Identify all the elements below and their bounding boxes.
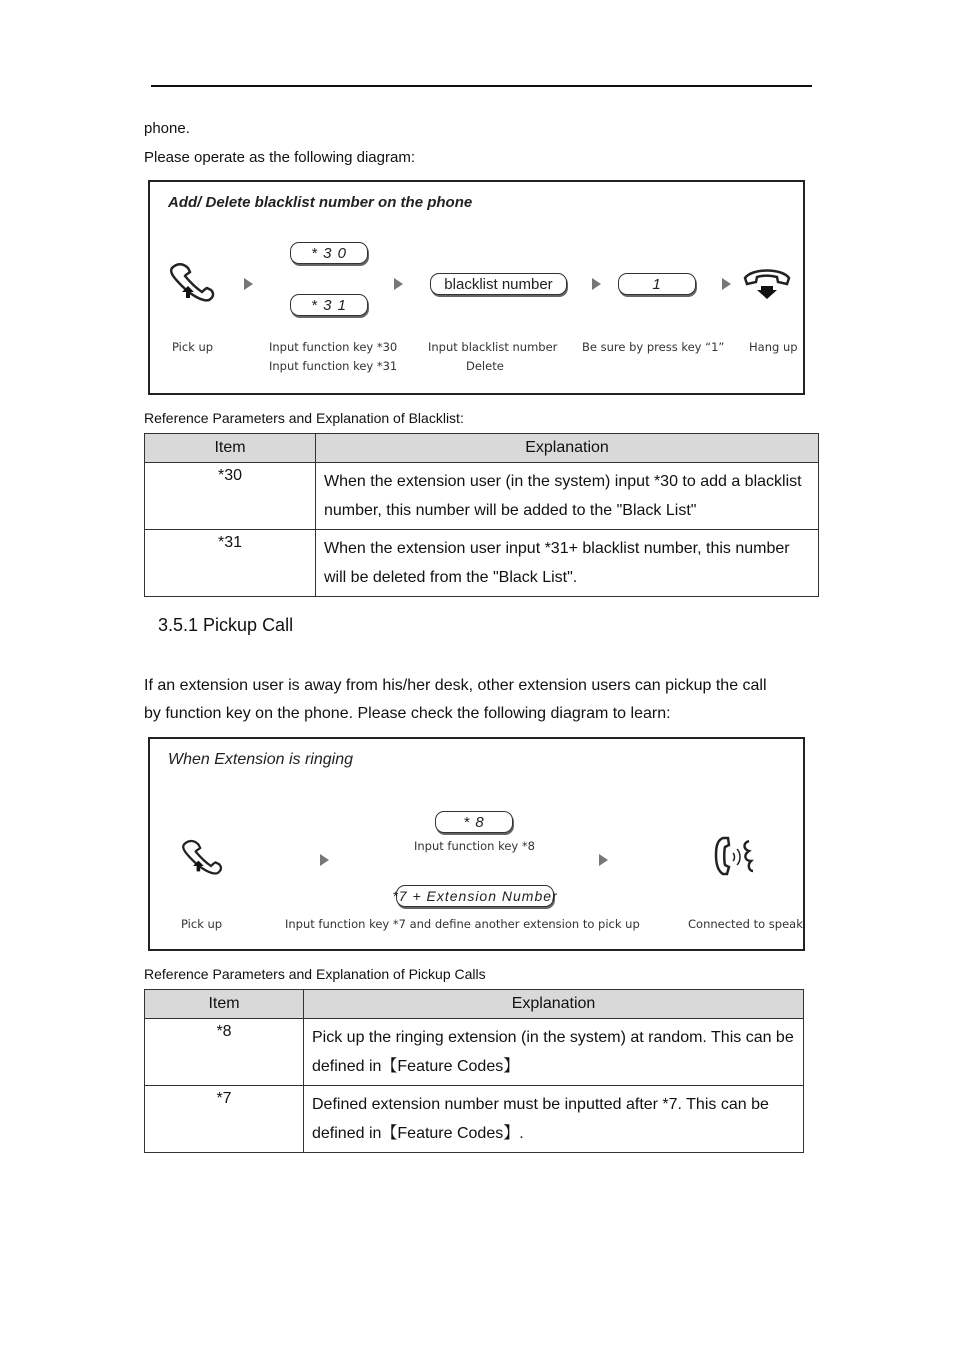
key-star-31: * 3 1 (290, 294, 368, 316)
key-star-7-extension: *7 + Extension Number (396, 885, 554, 907)
cell-item: *8 (145, 1019, 304, 1086)
key-star-30: * 3 0 (290, 242, 368, 264)
column-header-item: Item (145, 434, 316, 463)
pickup-table (144, 989, 804, 1153)
blacklist-table-caption: Reference Parameters and Explanation of Blacklist: (144, 410, 464, 426)
arrow-icon (722, 278, 731, 290)
label-input-blacklist-number: Input blacklist number (428, 340, 558, 354)
key-star-8: * 8 (435, 811, 513, 833)
label-connected-to-speak: Connected to speak (688, 917, 803, 931)
arrow-icon (599, 854, 608, 866)
table-row (145, 1019, 804, 1086)
label-hang-up: Hang up (749, 340, 798, 354)
label-input-key-7: Input function key *7 and define another extension to pick up (285, 917, 640, 931)
intro-line-2: Please operate as the following diagram: (144, 149, 415, 166)
label-pick-up: Pick up (172, 340, 214, 354)
cell-item: *30 (145, 463, 316, 530)
cell-explanation: Pick up the ringing extension (in the system) at random. This can be defined in【Feature Codes】 (304, 1019, 804, 1086)
table-row (145, 530, 819, 597)
arrow-icon (592, 278, 601, 290)
intro-line-1: phone. (144, 120, 190, 137)
section-heading: 3.5.1 Pickup Call (158, 615, 294, 635)
label-input-key-8: Input function key *8 (414, 839, 535, 853)
cell-explanation: Defined extension number must be inputted after *7. This can be defined in【Feature Codes】. (304, 1086, 804, 1153)
blacklist-diagram (148, 180, 805, 395)
cell-explanation: When the extension user input *31+ blacklist number, this number will be deleted from the "Black List". (316, 530, 819, 597)
key-blacklist-number: blacklist number (430, 273, 567, 295)
pickup-diagram (148, 737, 805, 951)
table-row (145, 463, 819, 530)
arrow-icon (394, 278, 403, 290)
arrow-icon (320, 854, 329, 866)
label-input-key-30: Input function key *30 (269, 340, 398, 354)
pick-up-phone-icon (180, 839, 224, 875)
pickup-table-caption: Reference Parameters and Explanation of Pickup Calls (144, 966, 486, 982)
talking-phone-icon (713, 835, 757, 877)
blacklist-table (144, 433, 819, 597)
label-confirm: Be sure by press key “1” (582, 340, 725, 354)
diagram-title: Add/ Delete blacklist number on the phone (168, 194, 473, 211)
arrow-icon (244, 278, 253, 290)
hang-up-phone-icon (742, 266, 792, 300)
label-delete: Delete (466, 359, 504, 373)
column-header-explanation: Explanation (316, 434, 819, 463)
pick-up-phone-icon (168, 262, 216, 302)
section-paragraph-line-2: by function key on the phone. Please check the following diagram to learn: (144, 705, 671, 722)
cell-item: *7 (145, 1086, 304, 1153)
section-paragraph-line-1: If an extension user is away from his/her desk, other extension users can pickup the call (144, 677, 767, 694)
column-header-item: Item (145, 990, 304, 1019)
header-rule (151, 85, 812, 87)
label-pick-up: Pick up (181, 917, 223, 931)
label-input-key-31: Input function key *31 (269, 359, 398, 373)
cell-item: *31 (145, 530, 316, 597)
diagram-title: When Extension is ringing (168, 751, 353, 768)
cell-explanation: When the extension user (in the system) input *30 to add a blacklist number, this number will be added to the "Black List" (316, 463, 819, 530)
column-header-explanation: Explanation (304, 990, 804, 1019)
table-row (145, 1086, 804, 1153)
key-one: 1 (618, 273, 696, 295)
